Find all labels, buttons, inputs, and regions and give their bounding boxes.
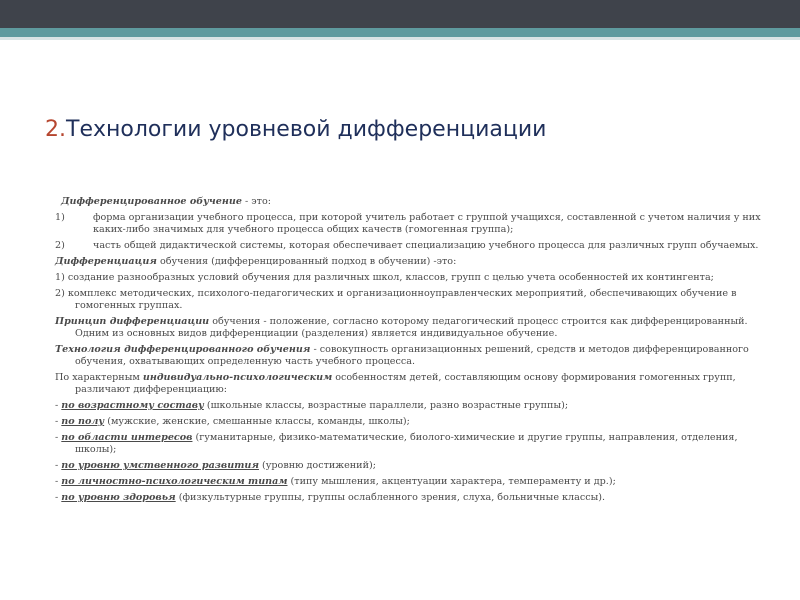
bullet-item [55,432,777,456]
bullet-term: по уровню здоровья [61,492,176,503]
slide-title [45,117,546,142]
characteristics-paragraph [55,372,777,396]
slide-content [55,196,777,508]
bullet-term: по области интересов [61,432,193,443]
principle-rest: обучения - положение, согласно которому педагогический процесс строится как дифференцированный. Одним из основных видов дифференциации (разделения) является индивидуальное обучение. [75,316,748,339]
bullet-rest: (уровню достижений); [258,460,376,471]
bullet-item [55,416,777,428]
item-number: 2) [55,288,65,299]
characteristics-pre: По характерным [55,372,143,383]
bullet-lead: - [55,400,62,411]
header-bar [0,0,800,28]
bullet-item [55,400,777,412]
bullet-term: по уровню умственного развития [61,460,259,471]
technology-paragraph [55,344,777,368]
item-text: создание разнообразных условий обучения для различных школ, классов, групп с целью учета особенностей их контингента; [64,272,714,283]
header-accent-bar [0,28,800,37]
item-text: часть общей дидактической системы, которая обеспечивает специализацию учебного процесса для различных групп обучаемых. [93,240,759,251]
bullet-lead: - [55,432,62,443]
bullet-lead: - [55,476,62,487]
item-text: комплекс методических, психолого-педагогических и организационноуправленческих мероприятий, обеспечивающих обучение в гомогенных группах. [64,288,737,311]
bullet-term: по полу [61,416,105,427]
bullet-rest: (школьные классы, возрастные параллели, разно возрастные группы); [203,400,569,411]
item-number: 2) [55,240,65,251]
definition-2-item [55,288,777,312]
bullet-lead: - [55,416,62,427]
definition-2 [55,256,777,268]
bullet-rest: (типу мышления, акцентуации характера, темпераменту и др.); [287,476,616,487]
bullet-term: по личностно-психологическим типам [61,476,288,487]
definition-1-rest: - это: [241,196,271,207]
characteristics-term: индивидуально-психологическим [142,372,333,383]
bullet-item [55,476,777,488]
title-text: Технологии уровневой дифференциации [66,117,547,142]
principle-paragraph [55,316,777,340]
header-accent-line [0,37,800,40]
item-number: 1) [55,212,65,223]
principle-term: Принцип дифференциации [55,316,210,327]
bullet-item [55,492,777,504]
technology-term: Технология дифференцированного обучения [55,344,311,355]
bullet-lead: - [55,460,62,471]
definition-2-rest: обучения (дифференцированный подход в обучении) -это: [156,256,457,267]
technology-rest: - совокупность организационных решений, средств и методов дифференцированного обучения, охватывающих определенную часть учебного процесса. [75,344,749,367]
bullet-rest: (физкультурные группы, группы ослабленного зрения, слуха, больничные классы). [175,492,606,503]
item-text: форма организации учебного процесса, при которой учитель работает с группой учащихся, составленной с учетом наличия у них каких-либо значимых для учебного процесса общих качеств (гомогенная группа); [93,212,761,235]
title-number: 2. [45,117,66,142]
characteristics-post: особенностям детей, составляющим основу формирования гомогенных групп, различают дифференциацию: [75,372,736,395]
bullet-rest: (гуманитарные, физико-математические, биолого-химические и другие группы, направления, отделения, школы); [75,432,738,455]
definition-1-term: Дифференцированное обучение [61,196,242,207]
definition-1-item [55,212,777,236]
definition-2-item [55,272,777,284]
bullet-rest: (мужские, женские, смешанные классы, команды, школы); [104,416,410,427]
definition-1 [55,196,777,208]
definition-1-item [55,240,777,252]
bullet-item [55,460,777,472]
definition-2-term: Дифференциация [55,256,157,267]
item-number: 1) [55,272,65,283]
bullet-lead: - [55,492,62,503]
bullet-term: по возрастному составу [61,400,204,411]
